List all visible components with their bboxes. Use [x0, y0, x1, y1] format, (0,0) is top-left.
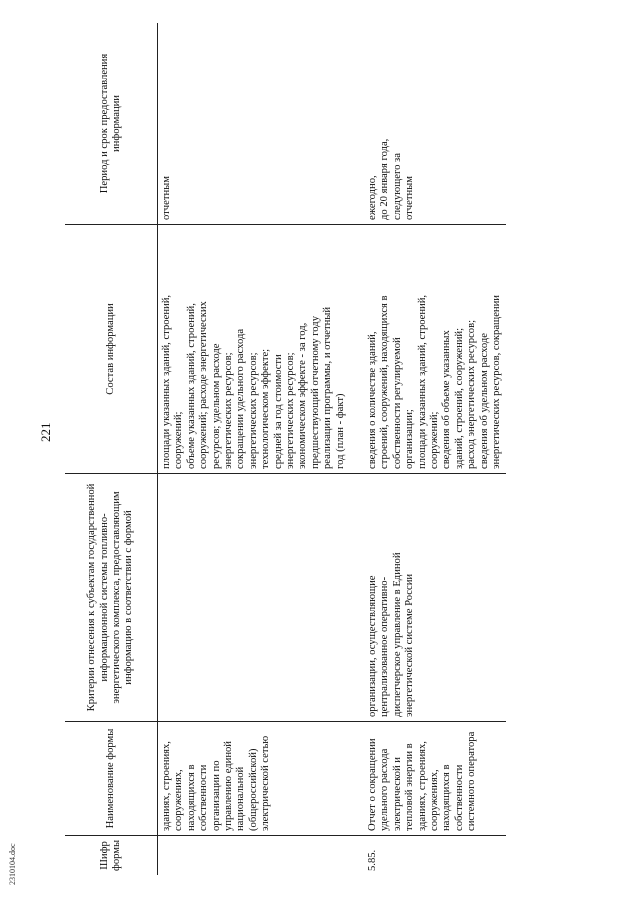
rotated-table-container	[65, 25, 605, 875]
header-name: Наименование формы	[65, 722, 158, 836]
cell-code	[158, 836, 365, 876]
header-criteria: Критерии отнесения к субъектам государственной информационной системы топливно-энергетического комплекса, предоставляющим информацию в соответствии с формой	[65, 474, 158, 722]
cell-criteria: организации, осуществляющие централизованное оперативно- диспетчерское управление в Единой энергетической системе России	[364, 474, 506, 722]
table-header-row	[65, 23, 158, 875]
cell-name: зданиях, строениях, сооружениях, находящихся в собственности организации по управлению единой национальной (общероссийской) электрической сетью	[158, 722, 365, 836]
cell-period: ежегодно, до 20 января года, следующего за отчетным	[364, 23, 506, 225]
cell-name: Отчет о сокращении удельного расхода электрической и тепловой энергии в зданиях, строениях, сооружениях, находящихся в собственности системного оператора	[364, 722, 506, 836]
cell-composition: площади указанных зданий, строений, сооружений; объеме указанных зданий, строений, сооружений; расходе энергетических ресурсов; удельном расходе энергетических ресурсов; сокращении удельного расхода энергетических ресурсов; технологическом эффекте; средней за год стоимости энергетических ресурсов; экономическом эффекте - за год, предшествующий отчетному году реализации программы, и отчетный год (план - факт)	[158, 225, 365, 474]
header-code: Шифр формы	[65, 836, 158, 876]
footer-file-code: 2310104.doc	[8, 843, 17, 885]
table-row	[364, 23, 506, 875]
cell-criteria	[158, 474, 365, 722]
header-composition: Состав информации	[65, 225, 158, 474]
forms-table	[65, 23, 506, 875]
page-number: 221	[38, 422, 53, 442]
table-row	[158, 23, 365, 875]
cell-composition: сведения о количестве зданий, строений, сооружений, находящихся в собственности регулируемой организации; площади указанных зданий, строений, сооружений; сведения об объеме указанных зданий, строений, сооружений; расход энергетических ресурсов; сведения об удельном расходе энергетических ресурсов, сокращении	[364, 225, 506, 474]
cell-period: отчетным	[158, 23, 365, 225]
cell-code: 5.85.	[367, 849, 378, 871]
header-period: Период и срок предоставления информации	[65, 23, 158, 225]
